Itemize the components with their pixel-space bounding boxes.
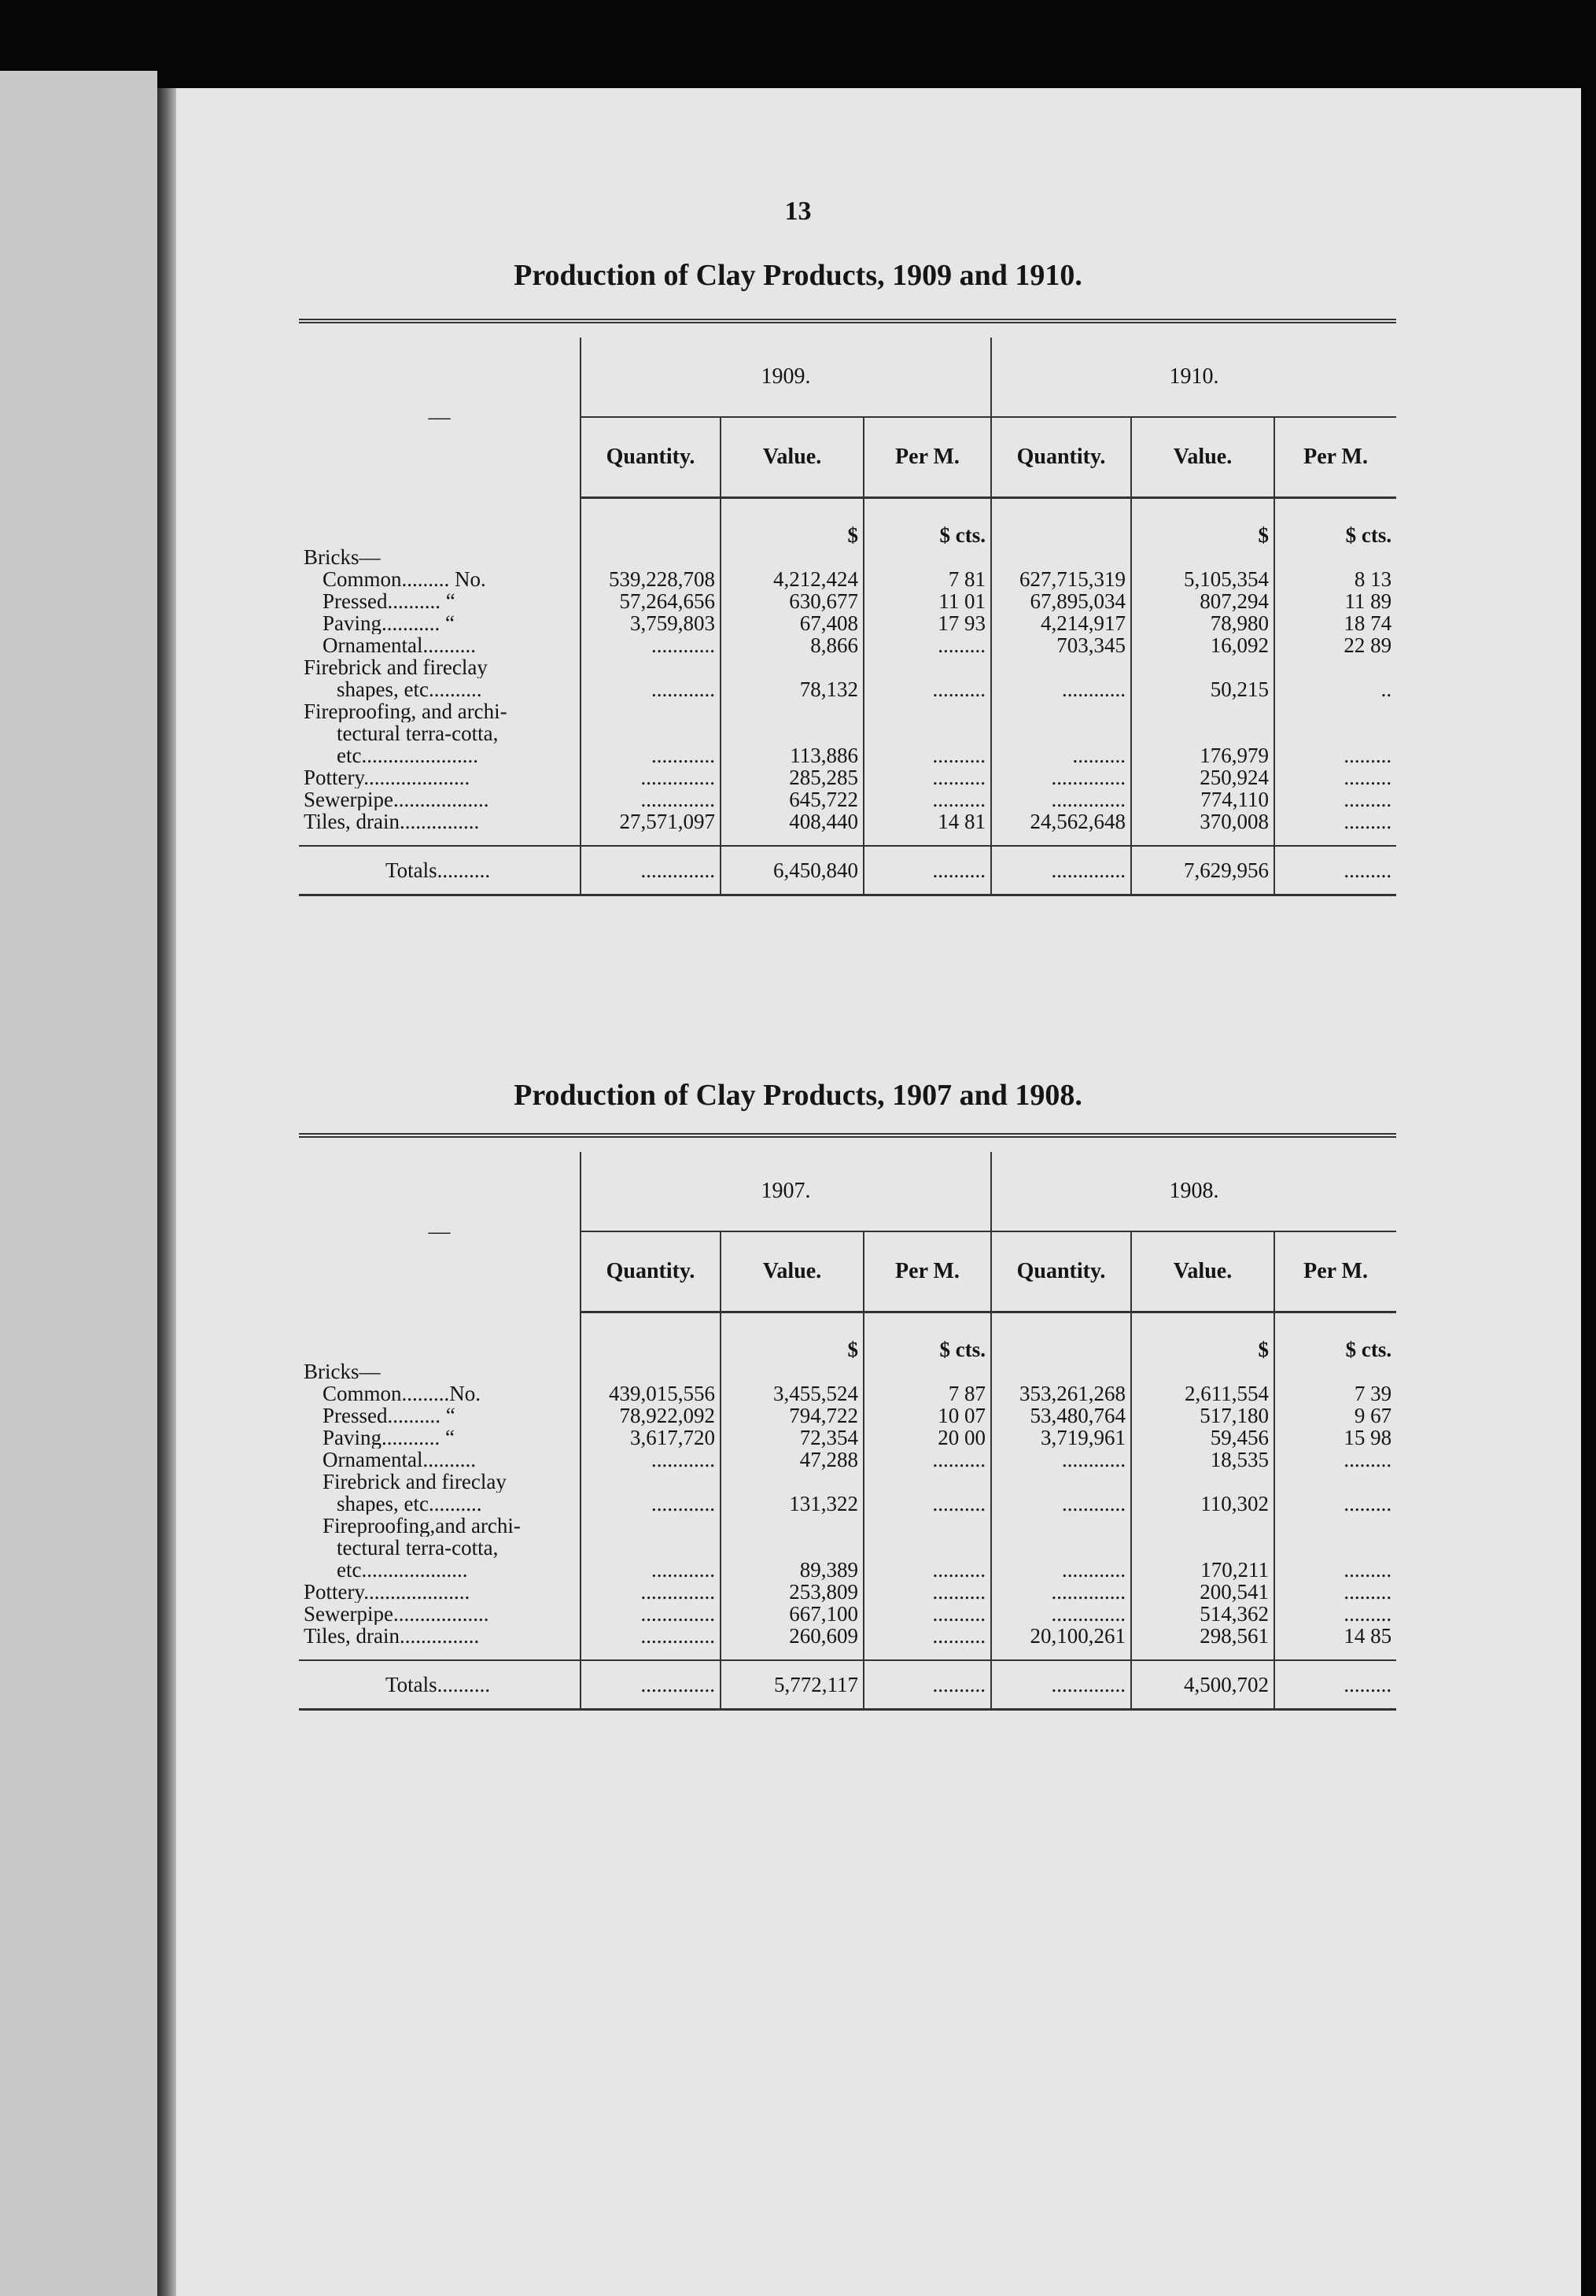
cell-v2 [1131, 722, 1274, 744]
cell-v2: 2,611,554 [1131, 1382, 1274, 1405]
cell-v2: 176,979 [1131, 744, 1274, 766]
cell-p1: 17 93 [864, 612, 991, 634]
spacer-cell [581, 1647, 721, 1660]
totals-row [299, 1660, 1396, 1710]
spacer-cell [299, 832, 581, 846]
column-header: Per M. [1274, 1231, 1396, 1312]
unit-label: $ [1131, 498, 1274, 547]
cell-v1: 4,212,424 [721, 568, 864, 590]
cell-q2: .......... [991, 744, 1131, 766]
cell-v1 [721, 1471, 864, 1493]
empty-cell [864, 546, 991, 568]
cell-v1 [721, 1515, 864, 1537]
cell-p2: 15 98 [1274, 1427, 1396, 1449]
unit-label: $ cts. [1274, 1312, 1396, 1361]
cell-p1: .......... [864, 788, 991, 810]
totals-label: Totals.......... [299, 1660, 581, 1710]
unit-label [991, 1312, 1131, 1361]
row-label: Fireproofing,and archi- [323, 1515, 521, 1537]
cell-q2: .............. [991, 788, 1131, 810]
spacer-cell [991, 1647, 1131, 1660]
empty-cell [721, 1360, 864, 1382]
spacer-cell [721, 1647, 864, 1660]
cell-q2: ............ [991, 1493, 1131, 1515]
cell-q1: .............. [581, 788, 721, 810]
unit-label [581, 498, 721, 547]
totals-q2: .............. [991, 1660, 1131, 1710]
table-row [299, 678, 1396, 700]
cell-p1: 20 00 [864, 1427, 991, 1449]
totals-q2: .............. [991, 846, 1131, 895]
cell-p2: 22 89 [1274, 634, 1396, 656]
cell-q1 [581, 1515, 721, 1537]
row-label: tectural terra-cotta, [337, 1537, 499, 1559]
empty-cell [1274, 1360, 1396, 1382]
table-row [299, 568, 1396, 590]
cell-v2: 774,110 [1131, 788, 1274, 810]
column-header: Value. [1131, 417, 1274, 498]
empty-cell [581, 546, 721, 568]
cell-v2 [1131, 656, 1274, 678]
totals-p1: .......... [864, 846, 991, 895]
cell-v2: 59,456 [1131, 1427, 1274, 1449]
cell-p2: ......... [1274, 744, 1396, 766]
cell-q1: 439,015,556 [581, 1382, 721, 1405]
totals-v1: 5,772,117 [721, 1660, 864, 1710]
cell-q2 [991, 1471, 1131, 1493]
column-header: Quantity. [581, 1231, 721, 1312]
column-header: Value. [721, 417, 864, 498]
row-label: Pressed.......... “ [323, 1405, 455, 1427]
cell-q2: .............. [991, 1603, 1131, 1625]
spacer-cell [991, 832, 1131, 846]
unit-label: $ [1131, 1312, 1274, 1361]
unit-label: $ [721, 498, 864, 547]
cell-q2: 67,895,034 [991, 590, 1131, 612]
column-header: Per M. [864, 1231, 991, 1312]
cell-q2: 353,261,268 [991, 1382, 1131, 1405]
cell-p2 [1274, 1471, 1396, 1493]
cell-v1 [721, 656, 864, 678]
cell-q2: ............ [991, 1449, 1131, 1471]
cell-v1: 131,322 [721, 1493, 864, 1515]
year-header: 1909. [581, 338, 991, 417]
cell-v2 [1131, 700, 1274, 722]
cell-q1: 27,571,097 [581, 810, 721, 832]
cell-v1: 47,288 [721, 1449, 864, 1471]
cell-q1: 3,617,720 [581, 1427, 721, 1449]
cell-q1: .............. [581, 1581, 721, 1603]
cell-p2: ......... [1274, 810, 1396, 832]
cell-v2: 250,924 [1131, 766, 1274, 788]
cell-q1: ............ [581, 744, 721, 766]
cell-p2: 14 85 [1274, 1625, 1396, 1647]
empty-cell [864, 1360, 991, 1382]
row-label: Tiles, drain............... [304, 810, 480, 832]
row-label: Pottery.................... [304, 1581, 470, 1603]
empty-cell [991, 1360, 1131, 1382]
cell-p1: .......... [864, 1449, 991, 1471]
row-label: Paving........... “ [323, 1427, 455, 1449]
table-top-rule [299, 321, 1396, 338]
cell-p1: .......... [864, 1603, 991, 1625]
column-header: Value. [1131, 1231, 1274, 1312]
unit-label [991, 498, 1131, 547]
table-row [299, 1449, 1396, 1471]
table-row [299, 1515, 1396, 1537]
row-label: Pottery.................... [304, 766, 470, 788]
spacer-cell [1274, 832, 1396, 846]
cell-q1: ............ [581, 1493, 721, 1515]
cell-v1: 113,886 [721, 744, 864, 766]
table-title-1907-1908: Production of Clay Products, 1907 and 1908. [514, 1079, 1082, 1112]
empty-cell [581, 1360, 721, 1382]
page-binding-shadow [157, 88, 176, 2296]
cell-q2 [991, 1537, 1131, 1559]
units-stub [299, 1312, 581, 1361]
table-row [299, 656, 1396, 678]
units-stub [299, 498, 581, 547]
spacer-cell [1131, 832, 1274, 846]
row-label: shapes, etc.......... [337, 678, 482, 700]
table-row [299, 1471, 1396, 1493]
totals-q1: .............. [581, 846, 721, 895]
table-row [299, 1382, 1396, 1405]
cell-v2 [1131, 1471, 1274, 1493]
row-label: Sewerpipe.................. [304, 1603, 489, 1625]
cell-v2: 514,362 [1131, 1603, 1274, 1625]
cell-v1 [721, 700, 864, 722]
cell-v1: 8,866 [721, 634, 864, 656]
unit-label: $ cts. [864, 498, 991, 547]
row-label: Fireproofing, and archi- [304, 700, 507, 722]
cell-q2: 4,214,917 [991, 612, 1131, 634]
empty-cell [1274, 546, 1396, 568]
cell-p2: 7 39 [1274, 1382, 1396, 1405]
row-label: Ornamental.......... [323, 634, 476, 656]
spacer-cell [721, 832, 864, 846]
column-header: Quantity. [991, 1231, 1131, 1312]
cell-q2 [991, 722, 1131, 744]
cell-q2: 627,715,319 [991, 568, 1131, 590]
cell-v1: 72,354 [721, 1427, 864, 1449]
table-row [299, 590, 1396, 612]
cell-p2 [1274, 1537, 1396, 1559]
cell-p2 [1274, 700, 1396, 722]
cell-p1 [864, 1515, 991, 1537]
cell-p2: 8 13 [1274, 568, 1396, 590]
table-row [299, 1625, 1396, 1647]
cell-p2: ......... [1274, 1449, 1396, 1471]
row-label: Ornamental.......... [323, 1449, 476, 1471]
column-header: Per M. [864, 417, 991, 498]
year-header: 1908. [991, 1152, 1396, 1231]
cell-v2 [1131, 1515, 1274, 1537]
cell-p1: ......... [864, 634, 991, 656]
cell-q1: ............ [581, 1449, 721, 1471]
table-row [299, 634, 1396, 656]
cell-v2: 370,008 [1131, 810, 1274, 832]
cell-p1 [864, 722, 991, 744]
cell-v1: 253,809 [721, 1581, 864, 1603]
table-row [299, 1603, 1396, 1625]
cell-q1: 57,264,656 [581, 590, 721, 612]
totals-p2: ......... [1274, 846, 1396, 895]
cell-v2: 5,105,354 [1131, 568, 1274, 590]
row-label: etc...................... [337, 744, 478, 766]
cell-p2: ......... [1274, 766, 1396, 788]
column-header: Per M. [1274, 417, 1396, 498]
cell-p1: .......... [864, 1581, 991, 1603]
column-header: Quantity. [581, 417, 721, 498]
row-label: Firebrick and fireclay [323, 1471, 507, 1493]
cell-p2 [1274, 722, 1396, 744]
cell-v1: 630,677 [721, 590, 864, 612]
cell-p1: .......... [864, 744, 991, 766]
cell-q1 [581, 722, 721, 744]
totals-v2: 7,629,956 [1131, 846, 1274, 895]
spacer-cell [864, 1647, 991, 1660]
cell-v2: 50,215 [1131, 678, 1274, 700]
table-row [299, 1581, 1396, 1603]
cell-q2: ............ [991, 678, 1131, 700]
unit-label [581, 1312, 721, 1361]
cell-q2: 53,480,764 [991, 1405, 1131, 1427]
cell-p2: 18 74 [1274, 612, 1396, 634]
row-label: shapes, etc.......... [337, 1493, 482, 1515]
cell-v1: 78,132 [721, 678, 864, 700]
cell-v1: 67,408 [721, 612, 864, 634]
cell-p1: .......... [864, 1559, 991, 1581]
table-title-1909-1910: Production of Clay Products, 1909 and 1910. [514, 259, 1082, 292]
cell-q1: ............ [581, 1559, 721, 1581]
cell-v1: 408,440 [721, 810, 864, 832]
cell-p2: ......... [1274, 1581, 1396, 1603]
cell-v1: 645,722 [721, 788, 864, 810]
cell-q1: ............ [581, 634, 721, 656]
cell-v1: 285,285 [721, 766, 864, 788]
cell-p2: 11 89 [1274, 590, 1396, 612]
totals-q1: .............. [581, 1660, 721, 1710]
cell-q2: .............. [991, 1581, 1131, 1603]
cell-v2 [1131, 1537, 1274, 1559]
cell-q1: 78,922,092 [581, 1405, 721, 1427]
column-header: Value. [721, 1231, 864, 1312]
table-row [299, 766, 1396, 788]
row-label: Tiles, drain............... [304, 1625, 480, 1647]
spacer-cell [1131, 1647, 1274, 1660]
year-header: 1910. [991, 338, 1396, 417]
unit-label: $ cts. [864, 1312, 991, 1361]
unit-label: $ cts. [1274, 498, 1396, 547]
table-row [299, 810, 1396, 832]
cell-q2 [991, 700, 1131, 722]
cell-v1 [721, 722, 864, 744]
cell-p2: 9 67 [1274, 1405, 1396, 1427]
page-number: 13 [784, 197, 812, 226]
cell-v2: 16,092 [1131, 634, 1274, 656]
cell-v2: 298,561 [1131, 1625, 1274, 1647]
cell-q2: 20,100,261 [991, 1625, 1131, 1647]
cell-p1: .......... [864, 1625, 991, 1647]
cell-p1: 7 81 [864, 568, 991, 590]
row-label: Sewerpipe.................. [304, 788, 489, 810]
table-top-rule [299, 1135, 1396, 1152]
cell-q1: .............. [581, 766, 721, 788]
totals-p1: .......... [864, 1660, 991, 1710]
row-label: Common......... No. [323, 568, 486, 590]
cell-p1: 10 07 [864, 1405, 991, 1427]
row-label: Common.........No. [323, 1382, 481, 1405]
row-label: Firebrick and fireclay [304, 656, 488, 678]
spacer-cell [299, 1647, 581, 1660]
cell-v1: 3,455,524 [721, 1382, 864, 1405]
adjacent-page-edge [0, 71, 157, 2296]
table-row [299, 788, 1396, 810]
totals-p2: ......... [1274, 1660, 1396, 1710]
table-row [299, 722, 1396, 744]
totals-v1: 6,450,840 [721, 846, 864, 895]
unit-label: $ [721, 1312, 864, 1361]
cell-q1: .............. [581, 1603, 721, 1625]
cell-p1: .......... [864, 678, 991, 700]
section-label-bricks: Bricks— [304, 1360, 381, 1382]
totals-row [299, 846, 1396, 895]
cell-q1 [581, 656, 721, 678]
cell-p2: ......... [1274, 1559, 1396, 1581]
spacer-cell [1274, 1647, 1396, 1660]
cell-p1: 11 01 [864, 590, 991, 612]
cell-p1 [864, 700, 991, 722]
stub-header: — [428, 1219, 451, 1244]
cell-p1 [864, 1537, 991, 1559]
row-label: etc.................... [337, 1559, 468, 1581]
totals-v2: 4,500,702 [1131, 1660, 1274, 1710]
row-label: Pressed.......... “ [323, 590, 455, 612]
cell-v1: 667,100 [721, 1603, 864, 1625]
cell-p1: .......... [864, 766, 991, 788]
row-label: tectural terra-cotta, [337, 722, 499, 744]
year-header: 1907. [581, 1152, 991, 1231]
cell-q1: 3,759,803 [581, 612, 721, 634]
spacer-cell [581, 832, 721, 846]
table-row [299, 744, 1396, 766]
cell-q2: ............ [991, 1559, 1131, 1581]
totals-label: Totals.......... [299, 846, 581, 895]
table-row [299, 612, 1396, 634]
cell-v2: 78,980 [1131, 612, 1274, 634]
table-row [299, 700, 1396, 722]
cell-q1: .............. [581, 1625, 721, 1647]
cell-v1: 89,389 [721, 1559, 864, 1581]
cell-v2: 807,294 [1131, 590, 1274, 612]
cell-p1 [864, 656, 991, 678]
cell-p2 [1274, 656, 1396, 678]
cell-q1: 539,228,708 [581, 568, 721, 590]
cell-q1 [581, 1537, 721, 1559]
cell-v1 [721, 1537, 864, 1559]
cell-p2 [1274, 1515, 1396, 1537]
table-row [299, 1559, 1396, 1581]
cell-p2: ......... [1274, 1493, 1396, 1515]
cell-p1: 14 81 [864, 810, 991, 832]
cell-q1 [581, 1471, 721, 1493]
row-label: Paving........... “ [323, 612, 455, 634]
cell-q1 [581, 700, 721, 722]
cell-q2: 703,345 [991, 634, 1131, 656]
cell-v1: 794,722 [721, 1405, 864, 1427]
cell-p1: .......... [864, 1493, 991, 1515]
section-label-bricks: Bricks— [304, 546, 381, 568]
cell-q2 [991, 1515, 1131, 1537]
stub-header: — [428, 404, 451, 430]
cell-q2: .............. [991, 766, 1131, 788]
cell-v2: 170,211 [1131, 1559, 1274, 1581]
table-row [299, 1427, 1396, 1449]
cell-p1 [864, 1471, 991, 1493]
empty-cell [721, 546, 864, 568]
cell-p2: .. [1274, 678, 1396, 700]
table-row [299, 1493, 1396, 1515]
cell-p2: ......... [1274, 1603, 1396, 1625]
cell-q2: 24,562,648 [991, 810, 1131, 832]
cell-v2: 18,535 [1131, 1449, 1274, 1471]
table-row [299, 1537, 1396, 1559]
clay-products-table-1909-1910 [299, 319, 1396, 896]
empty-cell [1131, 546, 1274, 568]
cell-q1: ............ [581, 678, 721, 700]
column-header: Quantity. [991, 417, 1131, 498]
cell-v2: 200,541 [1131, 1581, 1274, 1603]
cell-v2: 110,302 [1131, 1493, 1274, 1515]
table-row [299, 1405, 1396, 1427]
cell-p2: ......... [1274, 788, 1396, 810]
cell-p1: 7 87 [864, 1382, 991, 1405]
clay-products-table-1907-1908 [299, 1133, 1396, 1711]
cell-v1: 260,609 [721, 1625, 864, 1647]
empty-cell [991, 546, 1131, 568]
empty-cell [1131, 1360, 1274, 1382]
cell-q2: 3,719,961 [991, 1427, 1131, 1449]
spacer-cell [864, 832, 991, 846]
cell-v2: 517,180 [1131, 1405, 1274, 1427]
cell-q2 [991, 656, 1131, 678]
